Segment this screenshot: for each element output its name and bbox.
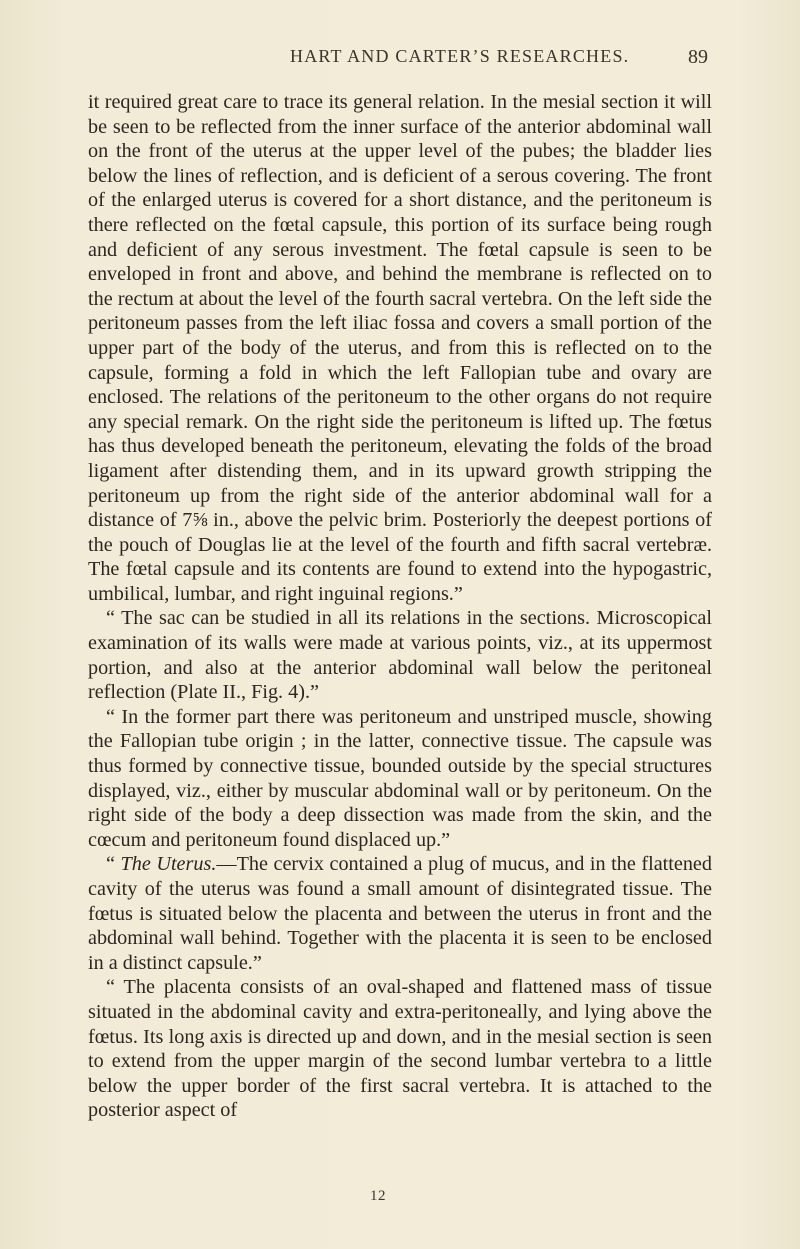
paragraph <box>88 852 712 975</box>
paragraph: “ The placenta consists of an oval-shaped and flattened mass of tissue situated in the abdominal cavity and extra-peritoneally, and lying above the fœtus. Its long axis is directed up and down, and in the mesial section is seen to extend from the upper margin of the second lumbar vertebra to a little below the upper border of the first sacral vertebra. It is attached to the posterior aspect of <box>88 976 712 1122</box>
running-title: HART AND CARTER’S RESEARCHES. <box>290 46 630 66</box>
quote-mark: “ <box>106 853 121 876</box>
section-heading-uterus: The Uterus. <box>120 853 217 876</box>
running-head <box>0 46 800 76</box>
paragraph: “ The sac can be studied in all its relations in the sections. Microscopical examination of its walls were made at various points, viz., at its uppermost portion, and also at the anterior abdominal wall below the peritoneal reflection (Plate II., Fig. 4).” <box>88 607 712 704</box>
signature-mark: 12 <box>370 1188 386 1204</box>
paragraph: “ In the former part there was peritoneum and unstriped muscle, showing the Fallopian tube origin ; in the latter, connective tissue. The capsule was thus formed by connective tissue, bounded outside by the special structures displayed, viz., either by muscular abdominal wall or by peritoneum. On the right side of the body a deep dissection was made from the skin, and the cœcum and peritoneum found displaced up.” <box>88 705 712 851</box>
paragraph: it required great care to trace its general relation. In the mesial section it will be seen to be reflected from the inner surface of the anterior abdominal wall on the front of the uterus at the upper level of the pubes; the bladder lies below the lines of reflection, and is deficient of a serous covering. The front of the enlarged uterus is covered for a short distance, and the peritoneum is there reflected on the fœtal capsule, this portion of its surface being rough and deficient of any serous investment. The fœtal capsule is seen to be enveloped in front and above, and behind the membrane is reflected on to the rectum at about the level of the fourth sacral vertebra. On the left side the peritoneum passes from the left iliac fossa and covers a small portion of the upper part of the body of the uterus, and from this is reflected on to the capsule, forming a fold in which the left Fallopian tube and ovary are enclosed. The relations of the peritoneum to the other organs do not require any special remark. On the right side the peritoneum is lifted up. The fœtus has thus developed beneath the peritoneum, elevating the folds of the broad ligament after distending them, and in its upward growth stripping the peritoneum up from the right side of the anterior abdominal wall for a distance of 7⅝ in., above the pelvic brim. Posteriorly the deepest portions of the pouch of Douglas lie at the level of the fourth and fifth sacral vertebræ. The fœtal capsule and its contents are found to extend into the hypogastric, umbilical, lumbar, and right inguinal regions.” <box>88 91 712 605</box>
page-number: 89 <box>688 46 708 68</box>
body-text <box>88 90 712 1123</box>
paragraph-text: —The cervix contained a plug of mucus, and in the flattened cavity of the uterus was found a small amount of disintegrated tissue. The fœtus is situated below the placenta and between the uterus in front and the abdominal wall behind. Together with the placenta it is seen to be enclosed in a distinct capsule.” <box>88 853 712 974</box>
